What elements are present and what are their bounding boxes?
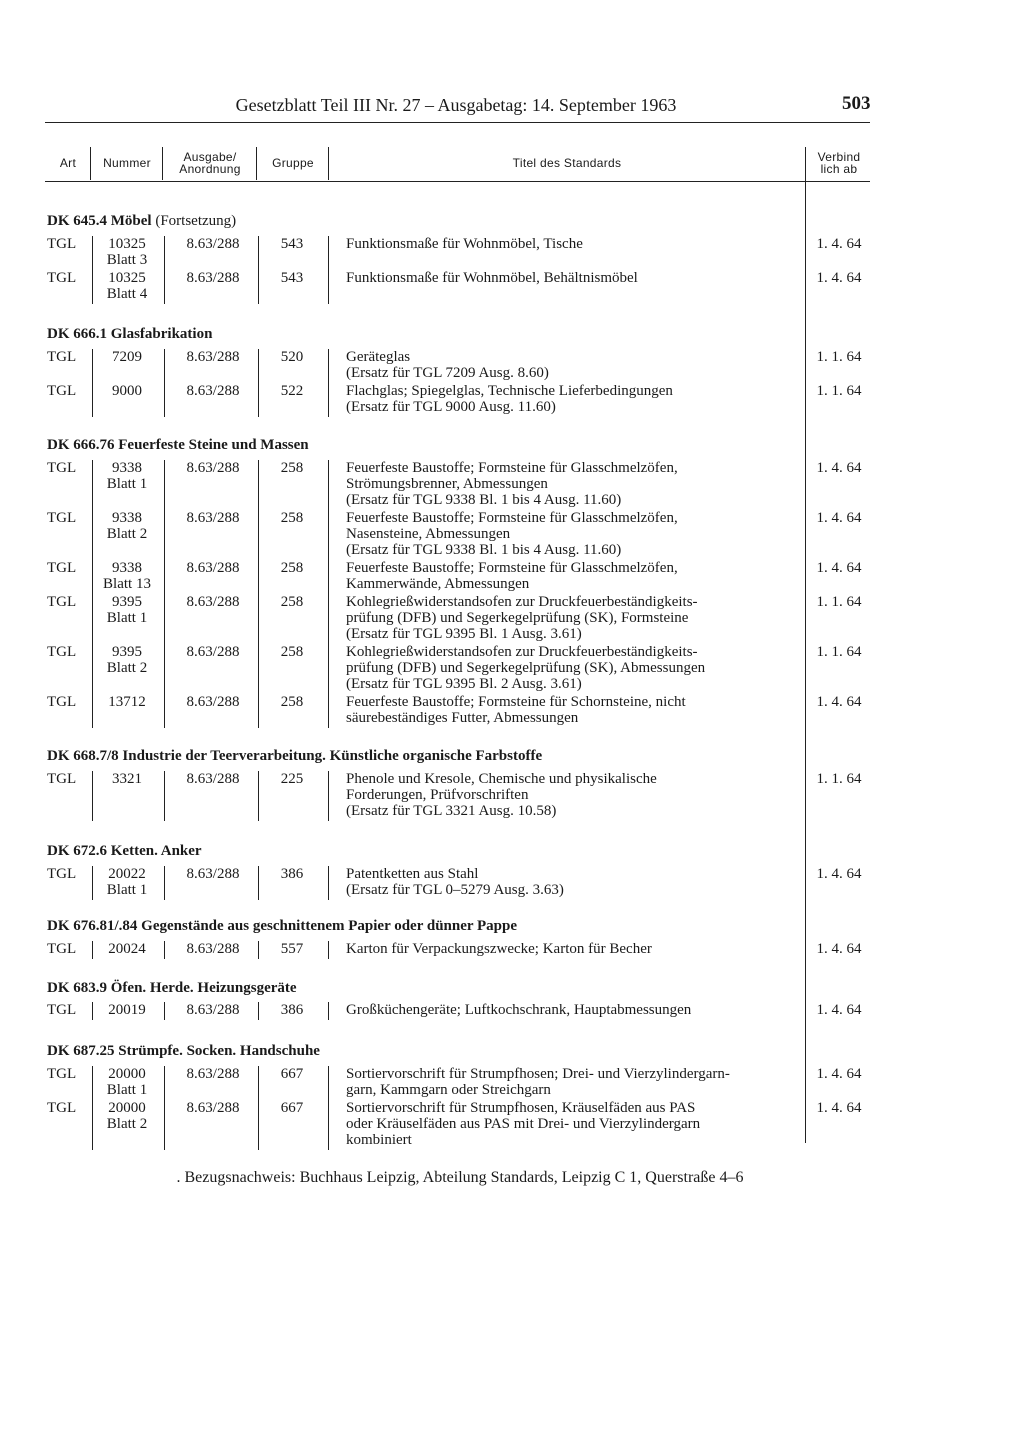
cell-divider <box>92 236 93 270</box>
section-heading <box>47 748 542 765</box>
cell-divider <box>164 383 165 417</box>
cell-ausgabe: 8.63/288 <box>186 941 240 957</box>
section-heading <box>47 1043 320 1060</box>
section-heading-text: DK 666.76 Feuerfeste Steine und Massen <box>47 437 309 453</box>
cell-divider <box>258 866 259 900</box>
cell-divider <box>328 460 329 510</box>
cell-nummer-line: 9338 <box>112 510 142 526</box>
cell-titel-line: Karton für Verpackungszwecke; Karton für Becher <box>346 941 652 957</box>
col-head-verbindlich-line1: Verbind <box>817 150 861 164</box>
cell-divider <box>164 644 165 694</box>
cell-gruppe: 667 <box>280 1100 304 1116</box>
cell-divider <box>258 771 259 821</box>
cell-titel <box>346 270 796 286</box>
col-divider <box>162 147 163 180</box>
cell-nummer-line: Blatt 1 <box>106 476 148 492</box>
cell-divider <box>92 1066 93 1100</box>
cell-divider <box>92 383 93 417</box>
cell-nummer-line: 9395 <box>112 644 142 660</box>
cell-divider <box>164 771 165 821</box>
cell-nummer-line: 13712 <box>108 694 146 710</box>
cell-art: TGL <box>47 866 77 882</box>
cell-divider <box>328 644 329 694</box>
cell-titel-line: (Ersatz für TGL 9000 Ausg. 11.60) <box>346 399 556 415</box>
cell-titel-line: Strömungsbrenner, Abmessungen <box>346 476 548 492</box>
cell-nummer-line: 20000 <box>108 1066 146 1082</box>
cell-gruppe: 557 <box>280 941 304 957</box>
cell-verbindlich-ab: 1. 1. 64 <box>816 383 862 399</box>
cell-titel <box>346 236 796 252</box>
cell-ausgabe: 8.63/288 <box>186 510 240 526</box>
cell-verbindlich-ab: 1. 4. 64 <box>816 694 862 710</box>
cell-titel-line: Kohlegrießwiderstandsofen zur Druckfeuerbeständigkeits- <box>346 594 698 610</box>
cell-divider <box>92 1100 93 1150</box>
cell-ausgabe: 8.63/288 <box>186 349 240 365</box>
header-top-rule <box>45 122 870 123</box>
cell-titel <box>346 866 796 898</box>
cell-nummer-line: 9000 <box>112 383 142 399</box>
section-heading <box>47 918 517 935</box>
cell-divider <box>328 594 329 644</box>
cell-nummer-line: Blatt 4 <box>106 286 148 302</box>
cell-titel <box>346 1100 796 1148</box>
section-heading <box>47 326 212 343</box>
cell-titel-line: prüfung (DFB) und Segerkegelprüfung (SK), Abmessungen <box>346 660 706 676</box>
cell-gruppe: 225 <box>280 771 304 787</box>
cell-titel-line: Sortiervorschrift für Strumpfhosen; Drei- und Vierzylindergarn- <box>346 1066 730 1082</box>
cell-divider <box>328 1100 329 1150</box>
cell-divider <box>164 236 165 270</box>
cell-titel-line: Kohlegrießwiderstandsofen zur Druckfeuerbeständigkeits- <box>346 644 698 660</box>
cell-ausgabe: 8.63/288 <box>186 236 240 252</box>
cell-art: TGL <box>47 560 77 576</box>
cell-titel-line: Flachglas; Spiegelglas, Technische Lieferbedingungen <box>346 383 673 399</box>
cell-nummer <box>92 594 162 626</box>
cell-divider <box>92 644 93 694</box>
cell-verbindlich-ab: 1. 4. 64 <box>816 236 862 252</box>
cell-titel-line: Funktionsmaße für Wohnmöbel, Behältnismöbel <box>346 270 638 286</box>
cell-divider <box>164 349 165 383</box>
cell-art: TGL <box>47 1100 77 1116</box>
cell-divider <box>258 594 259 644</box>
cell-nummer <box>92 270 162 302</box>
cell-divider <box>328 694 329 728</box>
cell-art: TGL <box>47 694 77 710</box>
cell-nummer <box>92 510 162 542</box>
cell-verbindlich-ab: 1. 4. 64 <box>816 1100 862 1116</box>
cell-gruppe: 258 <box>280 560 304 576</box>
cell-titel-line: (Ersatz für TGL 3321 Ausg. 10.58) <box>346 803 557 819</box>
cell-titel <box>346 644 796 692</box>
cell-gruppe: 258 <box>280 644 304 660</box>
cell-divider <box>328 1002 329 1020</box>
section-heading-text: DK 672.6 Ketten. Anker <box>47 843 202 859</box>
cell-divider <box>258 1066 259 1100</box>
cell-nummer-line: Blatt 2 <box>106 660 148 676</box>
section-heading-text: DK 683.9 Öfen. Herde. Heizungsgeräte <box>47 980 297 996</box>
cell-divider <box>258 644 259 694</box>
cell-verbindlich-ab: 1. 4. 64 <box>816 510 862 526</box>
cell-nummer <box>92 1002 162 1018</box>
cell-gruppe: 386 <box>280 1002 304 1018</box>
cell-titel <box>346 771 796 819</box>
cell-titel <box>346 383 796 415</box>
cell-nummer <box>92 1066 162 1098</box>
cell-titel-line: (Ersatz für TGL 9338 Bl. 1 bis 4 Ausg. 11.60) <box>346 542 622 558</box>
col-divider <box>256 147 257 180</box>
cell-ausgabe: 8.63/288 <box>186 1100 240 1116</box>
cell-divider <box>92 594 93 644</box>
cell-gruppe: 520 <box>280 349 304 365</box>
cell-nummer <box>92 560 162 592</box>
column-head-bottom-rule <box>45 181 870 182</box>
cell-titel <box>346 1002 796 1018</box>
cell-ausgabe: 8.63/288 <box>186 694 240 710</box>
cell-divider <box>164 510 165 560</box>
cell-nummer <box>92 866 162 898</box>
cell-verbindlich-ab: 1. 4. 64 <box>816 1066 862 1082</box>
cell-titel-line: Feuerfeste Baustoffe; Formsteine für Schornsteine, nicht <box>346 694 686 710</box>
col-head-ausgabe-line1: Ausgabe/ <box>183 150 237 164</box>
col-head-art: Art <box>59 156 77 170</box>
cell-nummer-line: Blatt 2 <box>106 1116 148 1132</box>
cell-titel-line: Kammerwände, Abmessungen <box>346 576 530 592</box>
cell-ausgabe: 8.63/288 <box>186 771 240 787</box>
cell-gruppe: 522 <box>280 383 304 399</box>
cell-divider <box>328 1066 329 1100</box>
cell-divider <box>258 510 259 560</box>
cell-art: TGL <box>47 941 77 957</box>
col-head-ausgabe-line2: Anordnung <box>179 162 241 176</box>
cell-divider <box>92 560 93 594</box>
cell-ausgabe: 8.63/288 <box>186 644 240 660</box>
cell-art: TGL <box>47 1002 77 1018</box>
cell-titel-line: garn, Kammgarn oder Streichgarn <box>346 1082 551 1098</box>
cell-nummer <box>92 460 162 492</box>
cell-art: TGL <box>47 510 77 526</box>
cell-verbindlich-ab: 1. 4. 64 <box>816 270 862 286</box>
cell-art: TGL <box>47 383 77 399</box>
cell-divider <box>258 1002 259 1020</box>
cell-verbindlich-ab: 1. 4. 64 <box>816 866 862 882</box>
cell-divider <box>164 1002 165 1020</box>
cell-divider <box>258 270 259 304</box>
cell-divider <box>328 349 329 383</box>
cell-gruppe: 258 <box>280 694 304 710</box>
page-number: 503 <box>842 93 871 114</box>
cell-divider <box>92 460 93 510</box>
cell-titel-line: kombiniert <box>346 1132 412 1148</box>
cell-titel-line: Feuerfeste Baustoffe; Formsteine für Glasschmelzöfen, <box>346 560 678 576</box>
cell-nummer <box>92 644 162 676</box>
cell-nummer-line: Blatt 13 <box>103 576 151 592</box>
cell-art: TGL <box>47 236 77 252</box>
cell-verbindlich-ab: 1. 1. 64 <box>816 644 862 660</box>
cell-nummer <box>92 236 162 268</box>
cell-ausgabe: 8.63/288 <box>186 383 240 399</box>
cell-titel-line: Feuerfeste Baustoffe; Formsteine für Glasschmelzöfen, <box>346 460 678 476</box>
cell-divider <box>258 941 259 959</box>
cell-titel <box>346 694 796 726</box>
footer-source-note: . Bezugsnachweis: Buchhaus Leipzig, Abteilung Standards, Leipzig C 1, Querstraße 4–6 <box>176 1169 744 1186</box>
cell-nummer <box>92 694 162 710</box>
cell-verbindlich-ab: 1. 1. 64 <box>816 771 862 787</box>
cell-divider <box>164 1100 165 1150</box>
cell-divider <box>164 694 165 728</box>
section-heading <box>47 980 297 997</box>
cell-nummer-line: Blatt 1 <box>106 882 148 898</box>
cell-divider <box>92 1002 93 1020</box>
cell-divider <box>258 349 259 383</box>
cell-divider <box>328 866 329 900</box>
cell-nummer <box>92 383 162 399</box>
cell-gruppe: 386 <box>280 866 304 882</box>
section-heading <box>47 437 309 454</box>
cell-titel-line: Nasensteine, Abmessungen <box>346 526 511 542</box>
cell-divider <box>258 236 259 270</box>
cell-titel-line: (Ersatz für TGL 0–5279 Ausg. 3.63) <box>346 882 564 898</box>
cell-titel-line: (Ersatz für TGL 9395 Bl. 1 Ausg. 3.61) <box>346 626 582 642</box>
cell-titel <box>346 460 796 508</box>
cell-verbindlich-ab: 1. 1. 64 <box>816 349 862 365</box>
cell-titel <box>346 510 796 558</box>
cell-divider <box>92 510 93 560</box>
cell-ausgabe: 8.63/288 <box>186 270 240 286</box>
cell-titel-line: Geräteglas <box>346 349 411 365</box>
cell-titel-line: Patentketten aus Stahl <box>346 866 479 882</box>
cell-gruppe: 543 <box>280 236 304 252</box>
cell-art: TGL <box>47 594 77 610</box>
cell-ausgabe: 8.63/288 <box>186 1002 240 1018</box>
cell-divider <box>328 560 329 594</box>
cell-divider <box>258 383 259 417</box>
cell-nummer-line: 20022 <box>108 866 146 882</box>
cell-divider <box>328 941 329 959</box>
cell-titel-line: Forderungen, Prüfvorschriften <box>346 787 529 803</box>
cell-ausgabe: 8.63/288 <box>186 866 240 882</box>
cell-divider <box>164 560 165 594</box>
cell-art: TGL <box>47 771 77 787</box>
cell-gruppe: 258 <box>280 594 304 610</box>
section-heading-suffix: (Fortsetzung) <box>151 213 237 229</box>
section-heading-text: DK 666.1 Glasfabrikation <box>47 326 213 342</box>
cell-ausgabe: 8.63/288 <box>186 1066 240 1082</box>
section-heading-text: DK 668.7/8 Industrie der Teerverarbeitung. Künstliche organische Farbstoffe <box>47 748 543 764</box>
cell-nummer <box>92 349 162 365</box>
col-divider <box>328 147 329 180</box>
cell-art: TGL <box>47 460 77 476</box>
cell-divider <box>92 941 93 959</box>
cell-titel <box>346 594 796 642</box>
page-header-title: Gesetzblatt Teil III Nr. 27 – Ausgabetag: 14. September 1963 <box>235 95 677 115</box>
cell-nummer-line: 9395 <box>112 594 142 610</box>
cell-nummer-line: 20024 <box>108 941 146 957</box>
section-heading <box>47 213 236 230</box>
cell-nummer-line: Blatt 1 <box>106 1082 148 1098</box>
cell-divider <box>164 270 165 304</box>
cell-art: TGL <box>47 349 77 365</box>
cell-nummer-line: 7209 <box>112 349 142 365</box>
cell-nummer <box>92 1100 162 1132</box>
cell-nummer-line: Blatt 2 <box>106 526 148 542</box>
cell-verbindlich-ab: 1. 4. 64 <box>816 460 862 476</box>
cell-titel <box>346 1066 796 1098</box>
cell-divider <box>328 510 329 560</box>
cell-nummer-line: Blatt 1 <box>106 610 148 626</box>
cell-divider <box>164 594 165 644</box>
col-head-verbindlich <box>806 151 872 175</box>
cell-divider <box>258 560 259 594</box>
cell-titel-line: prüfung (DFB) und Segerkegelprüfung (SK), Formsteine <box>346 610 689 626</box>
cell-art: TGL <box>47 644 77 660</box>
cell-titel <box>346 941 796 957</box>
cell-nummer-line: Blatt 3 <box>106 252 148 268</box>
cell-divider <box>164 1066 165 1100</box>
cell-divider <box>92 349 93 383</box>
cell-ausgabe: 8.63/288 <box>186 460 240 476</box>
cell-titel-line: Phenole und Kresole, Chemische und physikalische <box>346 771 657 787</box>
cell-nummer-line: 10325 <box>108 236 146 252</box>
section-heading-text: DK 676.81/.84 Gegenstände aus geschnittenem Papier oder dünner Pappe <box>47 918 518 934</box>
cell-nummer <box>92 941 162 957</box>
cell-titel-line: (Ersatz für TGL 9395 Bl. 2 Ausg. 3.61) <box>346 676 582 692</box>
cell-divider <box>328 771 329 821</box>
cell-divider <box>258 694 259 728</box>
cell-divider <box>92 694 93 728</box>
cell-ausgabe: 8.63/288 <box>186 594 240 610</box>
col-head-gruppe: Gruppe <box>272 156 314 170</box>
section-heading-text: DK 687.25 Strümpfe. Socken. Handschuhe <box>47 1043 320 1059</box>
cell-verbindlich-ab: 1. 4. 64 <box>816 941 862 957</box>
col-head-verbindlich-line2: lich ab <box>820 162 858 176</box>
cell-nummer <box>92 771 162 787</box>
cell-art: TGL <box>47 1066 77 1082</box>
cell-nummer-line: 20000 <box>108 1100 146 1116</box>
cell-divider <box>258 1100 259 1150</box>
cell-titel-line: (Ersatz für TGL 9338 Bl. 1 bis 4 Ausg. 11.60) <box>346 492 622 508</box>
cell-divider <box>328 383 329 417</box>
cell-gruppe: 258 <box>280 460 304 476</box>
cell-divider <box>164 460 165 510</box>
col-head-titel: Titel des Standards <box>512 156 622 170</box>
cell-divider <box>92 771 93 821</box>
cell-divider <box>164 941 165 959</box>
cell-titel-line: Sortiervorschrift für Strumpfhosen, Kräuselfäden aus PAS <box>346 1100 696 1116</box>
col-divider <box>90 147 91 180</box>
section-heading-text: DK 645.4 Möbel <box>47 213 152 229</box>
cell-nummer-line: 9338 <box>112 560 142 576</box>
cell-divider <box>328 270 329 304</box>
section-heading <box>47 843 202 860</box>
cell-divider <box>328 236 329 270</box>
cell-titel-line: oder Kräuselfäden aus PAS mit Drei- und Vierzylindergarn <box>346 1116 701 1132</box>
cell-titel-line: Feuerfeste Baustoffe; Formsteine für Glasschmelzöfen, <box>346 510 678 526</box>
cell-titel <box>346 349 796 381</box>
cell-verbindlich-ab: 1. 1. 64 <box>816 594 862 610</box>
cell-titel <box>346 560 796 592</box>
cell-titel-line: Großküchengeräte; Luftkochschrank, Hauptabmessungen <box>346 1002 692 1018</box>
cell-nummer-line: 9338 <box>112 460 142 476</box>
col-head-ausgabe <box>164 151 256 175</box>
cell-titel-line: säurebeständiges Futter, Abmessungen <box>346 710 579 726</box>
cell-verbindlich-ab: 1. 4. 64 <box>816 560 862 576</box>
cell-nummer-line: 20019 <box>108 1002 146 1018</box>
col-head-nummer: Nummer <box>103 156 151 170</box>
cell-ausgabe: 8.63/288 <box>186 560 240 576</box>
cell-gruppe: 667 <box>280 1066 304 1082</box>
cell-gruppe: 258 <box>280 510 304 526</box>
cell-divider <box>92 270 93 304</box>
cell-divider <box>92 866 93 900</box>
cell-nummer-line: 10325 <box>108 270 146 286</box>
cell-titel-line: Funktionsmaße für Wohnmöbel, Tische <box>346 236 583 252</box>
cell-nummer-line: 3321 <box>112 771 142 787</box>
cell-gruppe: 543 <box>280 270 304 286</box>
cell-titel-line: (Ersatz für TGL 7209 Ausg. 8.60) <box>346 365 549 381</box>
cell-verbindlich-ab: 1. 4. 64 <box>816 1002 862 1018</box>
cell-art: TGL <box>47 270 77 286</box>
cell-divider <box>258 460 259 510</box>
cell-divider <box>164 866 165 900</box>
